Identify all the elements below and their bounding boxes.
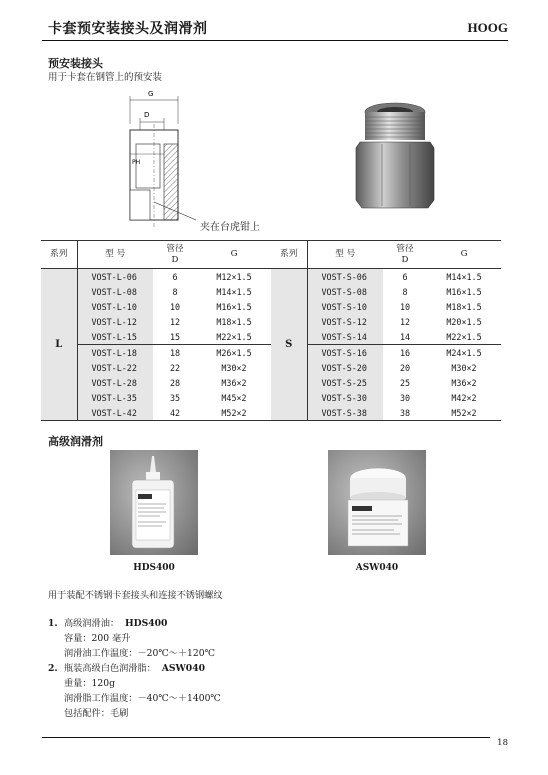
header-rule bbox=[42, 40, 508, 41]
table-row: VOST-S-14 14 M22×1.5 bbox=[271, 329, 501, 345]
footer-rule bbox=[42, 737, 490, 738]
table-row: VOST-S-12 12 M20×1.5 bbox=[271, 314, 501, 329]
label-g: G bbox=[148, 90, 154, 98]
spec-table-s bbox=[271, 240, 501, 421]
table-row: VOST-L-10 10 M16×1.5 bbox=[41, 299, 271, 314]
table-row: VOST-S-16 16 M24×1.5 bbox=[271, 345, 501, 361]
section-subtitle: 用于卡套在钢管上的预安装 bbox=[48, 72, 163, 83]
clamp-in-vise-label: 夹在台虎钳上 bbox=[200, 222, 260, 233]
item-2-weight: 重量：120g bbox=[64, 678, 115, 689]
hds400-caption: HDS400 bbox=[133, 563, 175, 573]
page-header-title: 卡套预安装接头及润滑剂 bbox=[48, 21, 208, 37]
table-row: VOST-L-08 8 M14×1.5 bbox=[41, 284, 271, 299]
series-code: L bbox=[41, 269, 77, 421]
table-row: VOST-S-10 10 M18×1.5 bbox=[271, 299, 501, 314]
table-row: VOST-L-28 28 M36×2 bbox=[41, 375, 271, 390]
spec-table-l bbox=[41, 240, 271, 421]
item-2-accessories: 包括配件：毛刷 bbox=[64, 708, 129, 719]
table-row: S VOST-S-06 6 M14×1.5 bbox=[271, 269, 501, 285]
item-1-temperature: 润滑油工作温度：－20℃～＋120℃ bbox=[64, 648, 215, 659]
header-model: 型 号 bbox=[307, 241, 383, 269]
asw040-photo bbox=[328, 450, 426, 555]
page-number: 18 bbox=[497, 738, 508, 748]
preassembly-fitting-drawing bbox=[108, 84, 268, 234]
table-row: VOST-S-30 30 M42×2 bbox=[271, 390, 501, 405]
item-1-capacity: 容量：200 毫升 bbox=[64, 633, 131, 644]
asw040-caption: ASW040 bbox=[355, 563, 399, 573]
table-row: L VOST-L-06 6 M12×1.5 bbox=[41, 269, 271, 285]
section-title-lubricant: 高级润滑剂 bbox=[48, 435, 103, 448]
label-ph: PH bbox=[132, 159, 141, 166]
table-row: VOST-L-12 12 M18×1.5 bbox=[41, 314, 271, 329]
table-row: VOST-L-42 42 M52×2 bbox=[41, 405, 271, 421]
label-d: D bbox=[144, 111, 150, 119]
table-row: VOST-L-18 18 M26×1.5 bbox=[41, 345, 271, 361]
header-g: G bbox=[427, 241, 501, 269]
lubricant-intro: 用于装配不锈钢卡套接头和连接不锈钢螺纹 bbox=[48, 590, 223, 601]
section-title-preassembly: 预安装接头 bbox=[48, 57, 103, 70]
fitting-photo bbox=[350, 100, 440, 212]
brand-name: HOOG bbox=[467, 20, 508, 35]
table-row: VOST-S-38 38 M52×2 bbox=[271, 405, 501, 421]
table-row: VOST-L-35 35 M45×2 bbox=[41, 390, 271, 405]
table-row: VOST-S-20 20 M30×2 bbox=[271, 360, 501, 375]
series-code: S bbox=[271, 269, 307, 421]
header-series: 系列 bbox=[271, 241, 307, 269]
header-g: G bbox=[197, 241, 271, 269]
hds400-photo bbox=[110, 450, 198, 555]
item-1-title: 高级润滑油： HDS400 bbox=[64, 618, 168, 629]
header-model: 型 号 bbox=[77, 241, 153, 269]
table-row: VOST-S-25 25 M36×2 bbox=[271, 375, 501, 390]
item-2-temperature: 润滑脂工作温度：－40℃～＋1400℃ bbox=[64, 693, 221, 704]
header-series: 系列 bbox=[41, 241, 77, 269]
table-row: VOST-L-22 22 M30×2 bbox=[41, 360, 271, 375]
item-1-number: 1. bbox=[48, 618, 58, 629]
table-row: VOST-L-15 15 M22×1.5 bbox=[41, 329, 271, 345]
item-2-number: 2. bbox=[48, 663, 58, 674]
header-pipe: 管径 D bbox=[153, 241, 197, 269]
table-row: VOST-S-08 8 M16×1.5 bbox=[271, 284, 501, 299]
item-2-title: 瓶装高级白色润滑脂： ASW040 bbox=[64, 663, 205, 674]
header-pipe: 管径 D bbox=[383, 241, 427, 269]
